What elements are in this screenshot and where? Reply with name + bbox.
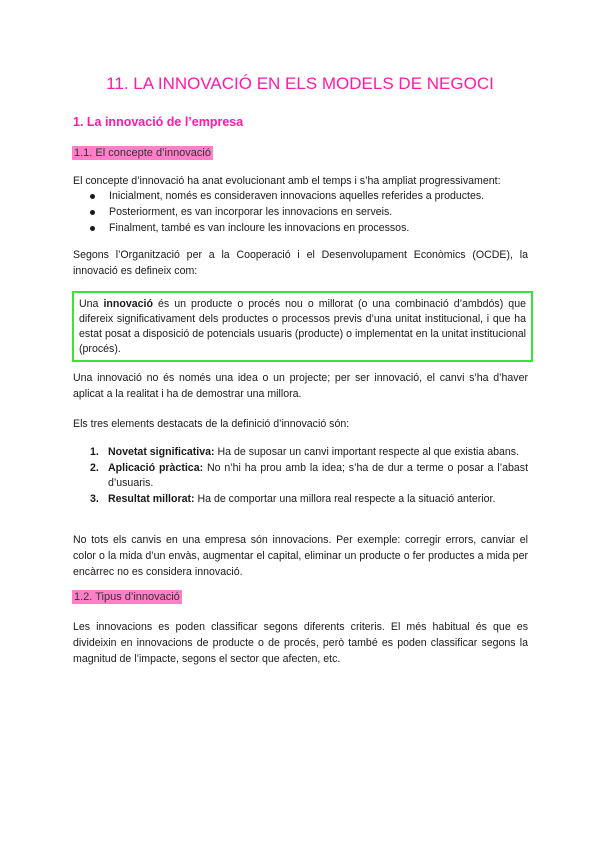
item-text: No n’hi ha prou amb la idea; s’ha de dur a terme o posar a l’abast d’usuaris. [108,461,529,489]
elements-list [73,445,528,507]
item-term: Resultat millorat: [108,492,195,505]
list-item [73,445,528,461]
page-title: 11. LA INNOVACIÓ EN ELS MODELS DE NEGOCI [106,74,494,93]
item-number: 1. [90,446,99,458]
item-text: Ha de comportar una millora real respecte a la situació anterior. [194,492,496,505]
not-all-paragraph: No tots els canvis en una empresa són innovacions. Per exemple: corregir errors, canviar el color o la mida d’un envàs, augmentar el capital, eliminar un producte o fer productes a mida per encàrrec no es considera innovació. [73,534,528,578]
definition-box [72,291,533,362]
ocde-paragraph: Segons l’Organització per a la Cooperació i el Desenvolupament Econòmics (OCDE), la innovació es defineix com: [73,249,528,277]
elements-intro: Els tres elements destacats de la definició d’innovació són: [73,418,350,430]
list-item: Posteriorment, es van incorporar les innovacions en serveis. [73,204,528,220]
list-item [73,492,528,508]
item-number: 2. [90,461,99,474]
types-paragraph: Les innovacions es poden classificar segons diferents criteris. El més habitual és que es divideixin en innovacions de producte o de procés, però també es poden classificar segons la magnitud de l’impacte, segons el sector que afecten, etc. [73,621,528,665]
definition-pre: Una [79,298,104,310]
list-item: Finalment, també es van incloure les innovacions en processos. [73,220,528,236]
intro-paragraph: El concepte d’innovació ha anat evolucionant amb el temps i s’ha ampliat progressivament: [73,175,501,187]
list-item [73,461,528,492]
idea-paragraph: Una innovació no és només una idea o un projecte; per ser innovació, el canvi s’ha d’haver aplicat a la realitat i ha de demostrar una millora. [73,372,528,400]
definition-term: innovació [103,298,153,310]
item-number: 3. [90,492,99,505]
subsection-heading-concept: 1.1. El concepte d’innovació [74,147,211,159]
section-heading: 1. La innovació de l’empresa [73,115,244,129]
subsection-heading-types: 1.2. Tipus d’innovació [74,591,180,603]
item-term: Aplicació pràctica: [108,461,204,474]
evolution-list [73,188,528,236]
item-text: Ha de suposar un canvi important respecte al que existia abans. [214,446,520,458]
definition-text: és un producte o procés nou o millorat (o una combinació d’ambdós) que difereix significativament dels productes o processos previs d’una unitat institucional, i que ha estat posat a disposició de potencials usuaris (producte) o implementat en la unitat institucional (procés). [79,298,526,355]
list-item: Inicialment, només es consideraven innovacions aquelles referides a productes. [73,188,528,204]
item-term: Novetat significativa: [108,446,215,458]
